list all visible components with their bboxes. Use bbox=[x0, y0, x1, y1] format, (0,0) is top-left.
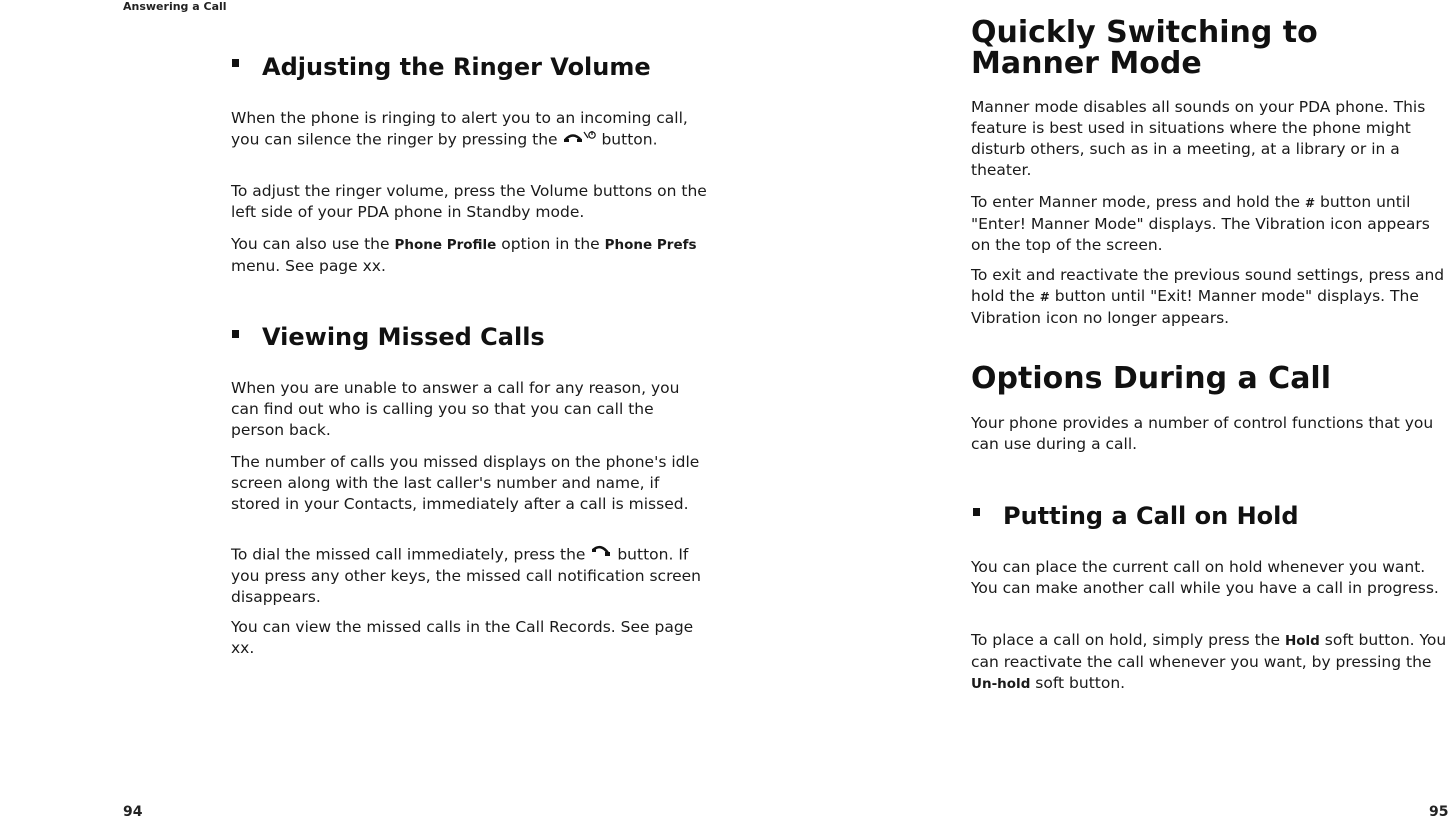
keyword-hold: Hold bbox=[1284, 633, 1320, 649]
hash-key-icon: # bbox=[1305, 196, 1316, 210]
paragraph-call-records: You can view the missed calls in the Call Records. See page xx. bbox=[231, 618, 694, 657]
paragraph-missed-count: The number of calls you missed displays on the phone's idle screen along with the last caller's number and name, if stored in your Contacts, immediately after a call is missed. bbox=[231, 453, 700, 513]
paragraph-exit-manner: To exit and reactivate the previous sound settings, press and hold the # button until "Exit! Manner mode" displays. The Vibration icon no longer appears. bbox=[971, 266, 1445, 327]
paragraph-control-functions: Your phone provides a number of control functions that you can use during a call. bbox=[971, 414, 1434, 453]
bullet-icon bbox=[973, 508, 980, 516]
running-header: Answering a Call bbox=[123, 0, 227, 13]
paragraph-silence-ringer: When the phone is ringing to alert you to an incoming call, you can silence the ringer by pressing the button. bbox=[231, 108, 711, 151]
page-number: 95 bbox=[1429, 804, 1449, 820]
bullet-icon bbox=[232, 330, 239, 338]
right-page bbox=[724, 0, 1449, 820]
paragraph-hold-instructions: To place a call on hold, simply press the Hold soft button. You can reactivate the call whenever you want, by pressing the Un-hold soft button. bbox=[971, 631, 1447, 692]
paragraph-dial-missed-call: To dial the missed call immediately, press the button. If you press any other keys, the missed call notification screen disappears. bbox=[231, 545, 701, 606]
end-power-key-icon bbox=[563, 129, 597, 151]
paragraph-hold-description: You can place the current call on hold whenever you want. You can make another call while you have a call in progress. bbox=[971, 558, 1439, 597]
keyword-un-hold: Un-hold bbox=[971, 676, 1031, 692]
keyword-phone-prefs: Phone Prefs bbox=[604, 237, 697, 253]
heading-manner-mode: Quickly Switching to Manner Mode bbox=[971, 15, 1318, 81]
keyword-phone-profile: Phone Profile bbox=[394, 237, 497, 253]
heading-adjusting-ringer-volume: Adjusting the Ringer Volume bbox=[262, 53, 651, 81]
paragraph-enter-manner: To enter Manner mode, press and hold the # button until "Enter! Manner Mode" displays. The Vibration icon appears on the top of the screen. bbox=[971, 193, 1430, 254]
heading-viewing-missed-calls: Viewing Missed Calls bbox=[262, 323, 545, 351]
page-number: 94 bbox=[123, 804, 143, 820]
bullet-icon bbox=[232, 59, 239, 67]
send-call-key-icon bbox=[590, 544, 612, 566]
heading-options-during-call: Options During a Call bbox=[971, 361, 1331, 396]
paragraph-phone-profile: You can also use the Phone Profile option in the Phone Prefs menu. See page xx. bbox=[231, 235, 697, 275]
hash-key-icon: # bbox=[1039, 290, 1050, 304]
paragraph-manner-description: Manner mode disables all sounds on your PDA phone. This feature is best used in situations where the phone might disturb others, such as in a meeting, at a library or in a theater. bbox=[971, 98, 1426, 179]
paragraph-adjust-volume: To adjust the ringer volume, press the Volume buttons on the left side of your PDA phone in Standby mode. bbox=[231, 182, 707, 221]
left-page bbox=[0, 0, 724, 820]
heading-call-on-hold: Putting a Call on Hold bbox=[1003, 502, 1299, 530]
paragraph-unable-to-answer: When you are unable to answer a call for any reason, you can find out who is calling you so that you can call the person back. bbox=[231, 379, 680, 439]
